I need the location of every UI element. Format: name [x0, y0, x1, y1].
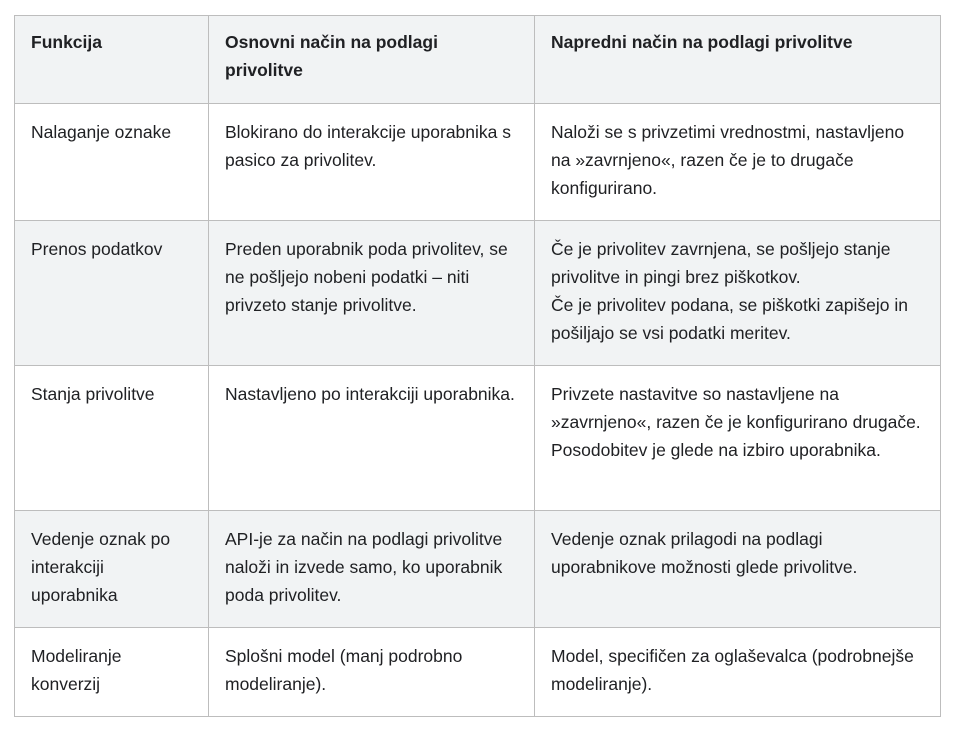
row-advanced	[535, 221, 941, 366]
row-feature: Stanja privolitve	[15, 366, 209, 511]
table-row	[15, 104, 941, 221]
row-basic: API-je za način na podlagi privolitve naloži in izvede samo, ko uporabnik poda privolitev.	[209, 511, 535, 628]
header-basic-mode: Osnovni način na podlagi privolitve	[209, 16, 535, 104]
row-feature: Modeliranje konverzij	[15, 628, 209, 717]
row-basic: Blokirano do interakcije uporabnika s pasico za privolitev.	[209, 104, 535, 221]
row-advanced-text: Model, specifičen za oglaševalca (podrobnejše modeliranje).	[551, 646, 914, 694]
row-basic: Splošni model (manj podrobno modeliranje).	[209, 628, 535, 717]
header-feature: Funkcija	[15, 16, 209, 104]
row-advanced-text: Če je privolitev podana, se piškotki zapišejo in pošiljajo se vsi podatki meritev.	[551, 295, 908, 343]
comparison-table	[14, 15, 941, 717]
table-row	[15, 628, 941, 717]
row-advanced-text: Privzete nastavitve so nastavljene na »zavrnjeno«, razen če je konfigurirano drugače. Posodobitev je glede na izbiro uporabnika.	[551, 384, 921, 460]
table-row	[15, 366, 941, 511]
row-feature: Prenos podatkov	[15, 221, 209, 366]
table-row	[15, 221, 941, 366]
row-advanced-text: Naloži se s privzetimi vrednostmi, nastavljeno na »zavrnjeno«, razen če je to drugače konfigurirano.	[551, 122, 905, 198]
row-advanced	[535, 511, 941, 628]
row-feature: Nalaganje oznake	[15, 104, 209, 221]
row-basic: Preden uporabnik poda privolitev, se ne pošljejo nobeni podatki – niti privzeto stanje privolitve.	[209, 221, 535, 366]
row-advanced-text: Vedenje oznak prilagodi na podlagi uporabnikove možnosti glede privolitve.	[551, 529, 858, 577]
row-advanced	[535, 628, 941, 717]
row-advanced	[535, 366, 941, 511]
row-feature: Vedenje oznak po interakciji uporabnika	[15, 511, 209, 628]
table-row	[15, 511, 941, 628]
row-basic: Nastavljeno po interakciji uporabnika.	[209, 366, 535, 511]
row-advanced-text: Če je privolitev zavrnjena, se pošljejo stanje privolitve in pingi brez piškotkov.	[551, 239, 891, 287]
row-advanced	[535, 104, 941, 221]
table-header-row	[15, 16, 941, 104]
header-advanced-mode: Napredni način na podlagi privolitve	[535, 16, 941, 104]
